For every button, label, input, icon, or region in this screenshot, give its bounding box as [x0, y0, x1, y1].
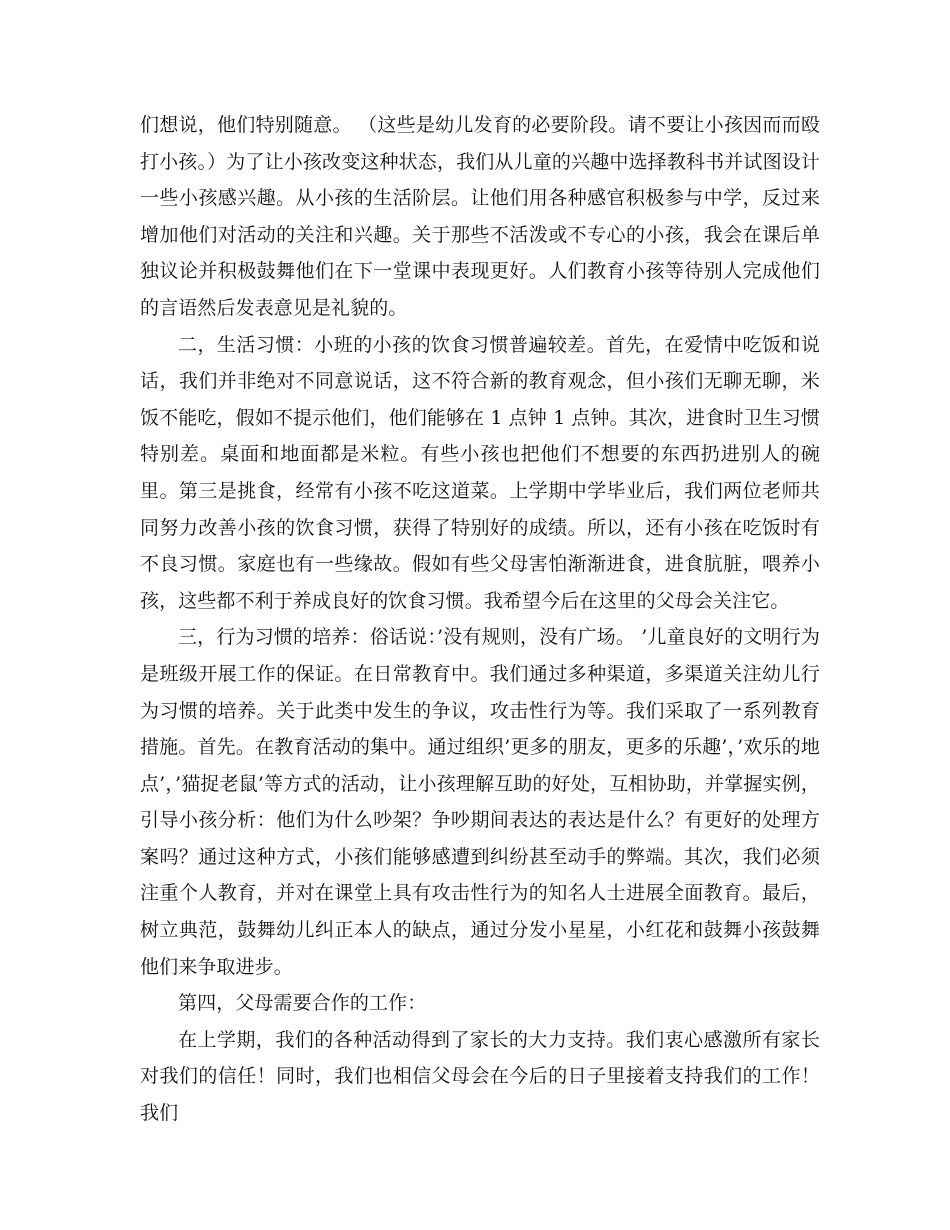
document-body	[140, 107, 820, 1132]
paragraph-parents-support: 在上学期，我们的各种活动得到了家长的大力支持。我们衷心感激所有家长对我们的信任！同时，我们也相信父母会在今后的日子里接着支持我们的工作！我们	[140, 1028, 820, 1125]
paragraph-living-habits: 二，生活习惯：小班的小孩的饮食习惯普遍较差。首先，在爱情中吃饭和说话，我们并非绝对不同意说话，这不符合新的教育观念，但小孩们无聊无聊，米饭不能吃，假如不提示他们，他们能够在 1 点钟 1 点钟。其次，进食时卫生习惯特别差。桌面和地面都是米粒。有些小孩也把他们不想要的东西扔进别人的碗里。第三是挑食，经常有小孩不吃这道菜。上学期中学毕业后，我们两位老师共同努力改善小孩的饮食习惯，获得了特别好的成绩。所以，还有小孩在吃饭时有不良习惯。家庭也有一些缘故。假如有些父母害怕渐渐进食，进食肮脏，喂养小孩，这些都不利于养成良好的饮食习惯。我希望今后在这里的父母会关注它。	[140, 333, 820, 612]
paragraph-continuation: 们想说，他们特别随意。 （这些是幼儿发育的必要阶段。请不要让小孩因而而殴打小孩。）为了让小孩改变这种状态，我们从儿童的兴趣中选择教科书并试图设计一些小孩感兴趣。从小孩的生活阶层。让他们用各种感官积极参与中学，反过来增加他们对活动的关注和兴趣。关于那些不活泼或不专心的小孩，我会在课后单独议论并积极鼓舞他们在下一堂课中表现更好。人们教育小孩等待别人完成他们的言语然后发表意见是礼貌的。	[140, 114, 820, 319]
paragraph-behavior-habits: 三，行为习惯的培养：俗话说：’没有规则，没有广场。 ’儿童良好的文明行为是班级开展工作的保证。在日常教育中。我们通过多种渠道，多渠道关注幼儿行为习惯的培养。关于此类中发生的争议，攻击性行为等。我们采取了一系列教育措施。首先。在教育活动的集中。通过组织’更多的朋友，更多的乐趣’，’欢乐的地点’，’猫捉老鼠’等方式的活动，让小孩理解互助的好处，互相协助，并掌握实例，引导小孩分析：他们为什么吵架？争吵期间表达的表达是什么？有更好的处理方案吗？通过这种方式，小孩们能够感遭到纠纷甚至动手的弊端。其次，我们必须注重个人教育，并对在课堂上具有攻击性行为的知名人士进展全面教育。最后，树立典范，鼓舞幼儿纠正本人的缺点，通过分发小星星，小红花和鼓舞小孩鼓舞他们来争取进步。	[140, 626, 820, 978]
paragraph-parents-heading: 第四，父母需要合作的工作：	[178, 992, 427, 1015]
